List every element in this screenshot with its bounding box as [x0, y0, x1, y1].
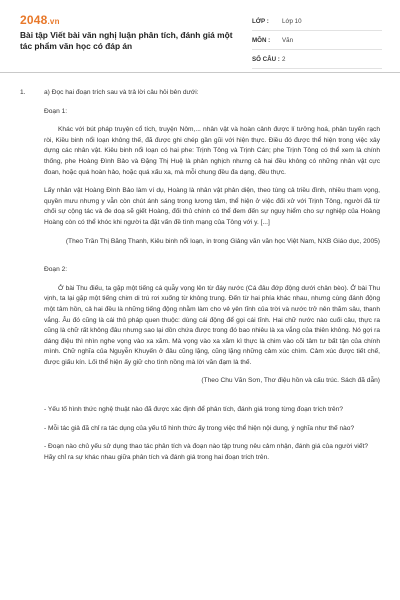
meta-label: MÔN :: [252, 36, 271, 44]
excerpt-1-label: Đoạn 1:: [44, 107, 68, 115]
question-bullet: - Đoạn nào chủ yếu sử dụng thao tác phân tích và đoạn nào tập trung nêu cảm nhận, đánh giá của người viết? Hãy chỉ ra sự khác nhau giữa phân tích và đánh giá trong hai đoạn trích trên.: [44, 443, 369, 461]
excerpt-2-paragraph: Ở bài Thu điếu, ta gặp một tiếng cá quẫy vọng lên từ đáy nước (Cá đâu đớp động dưới chân bèo). Ở bài Thu vịnh, ta lại gặp một tiếng chim di trú rơi xuống từ không trung. Đến từ hai phía khác nhau, nhưng cùng đánh động một tâm hồn, cả hai đều là những tiếng động nhằm làm cho vẻ yên tĩnh của trời và nước trở nên thăm sâu, thanh vắng. Âu đó cũng là cái thủ pháp quen thuộc: dùng cái động để gọi cái tĩnh. Hai chữ nước nào cuối câu, thực ra cũng là chữ rất không đâu nhưng sao lại dồn chứa được trong đó bao nhiêu là xa vắng của thiên không. Nó gợi ra dáng điệu thì nhìn nghe vọng vào xa xăm. Mà vọng vào xa xăm kì thực là chim vào cõi tâm tư bất tận của chính mình. Chữ nghĩa của Nguyễn Khuyến ở đâu cũng lặng, cũng lặng những cảm xúc chìm. Cảm xúc được tiết chế, được giấu kín. Lối thể hiện ấy giữ cho tình nồng mà lời văn đạm là thế.: [44, 284, 380, 366]
excerpt-2-label: Đoạn 2:: [44, 266, 68, 274]
meta-table: [252, 12, 382, 69]
excerpt-2-source: (Theo Chu Văn Sơn, Thơ điệu hồn và cấu trúc. Sách đã dẫn): [201, 377, 380, 385]
question-content: [20, 88, 380, 471]
meta-value: 2: [282, 55, 286, 63]
meta-label: SỐ CÂU :: [252, 55, 280, 63]
meta-value: Lớp 10: [282, 17, 302, 25]
meta-row-count: [252, 50, 382, 69]
site-logo[interactable]: [20, 13, 60, 27]
question-intro: a) Đọc hai đoạn trích sau và trả lời câu hỏi bên dưới:: [44, 89, 199, 96]
excerpt-1-paragraph: Lấy nhân vật Hoàng Đình Bảo làm ví dụ, Hoàng là nhân vật phản diện, theo tùng cả triều đình, nhiều tham vọng, quyền mưu nhưng y vẫn còn chút ánh sáng trong lương tâm, thể hiện ở việc đối xử với Trịnh Tông, người đã từ chối sự cộng tác và đe doạ sẽ giết Hoàng, đối thủ chính có thể đem đến sự nguy hiểm cho sự nghiệp của Hoàng Hoàng còn có thể khóc khi người ta đặt vấn đề tình mạng của Tông với y. [...]: [44, 187, 380, 226]
question-body: [44, 88, 380, 463]
question-bullet: - Yếu tố hình thức nghệ thuật nào đã được xác định để phân tích, đánh giá trong từng đoạn trích trên?: [44, 406, 343, 414]
logo-main: 2048: [20, 13, 48, 27]
logo-suffix: .vn: [47, 17, 60, 26]
meta-row-class: [252, 12, 382, 31]
page-title: Bài tập Viết bài văn nghị luận phân tích, đánh giá một tác phẩm văn học có đáp án: [20, 30, 233, 51]
question-bullet: - Mỗi tác giả đã chỉ ra tác dụng của yếu tố hình thức ấy trong việc thể hiện nội dung, ý nghĩa như thế nào?: [44, 424, 355, 432]
excerpt-1-source: (Theo Trần Thị Băng Thanh, Kiêu binh nổi loạn, in trong Giảng văn văn học Việt Nam, NXB Giáo dục, 2005): [65, 237, 380, 245]
question-number: 1.: [20, 89, 26, 96]
meta-label: LỚP :: [252, 17, 269, 25]
meta-value: Văn: [282, 36, 294, 44]
header-divider: [0, 72, 400, 73]
excerpt-1-paragraph: Khác với bút pháp truyện cổ tích, truyện Nôm,... nhân vật và hoàn cảnh được lí tưởng hoá, phân tuyến rạch ròi, Kiều binh nổi loạn không thế, đã được ghi chép gần gũi với hiện thực. Điều đó được thể hiện trong việc xây dựng các nhân vật. Kiêu binh nổi loạn có hai phe: Trịnh Tông và Trịnh Cán; phe Trịnh Tông có thể xem là chính thống, phe Hoàng Đình Bảo và Đặng Thị Huệ là phản nghịch nhưng cả hai đều không có những nhân vật cực đoan, hoặc quá hoàn hảo, hoặc quá xấu xa, mà mỗi chung đều đa dạng, đều thực.: [44, 126, 380, 176]
meta-row-subject: [252, 31, 382, 50]
header: [0, 0, 400, 70]
